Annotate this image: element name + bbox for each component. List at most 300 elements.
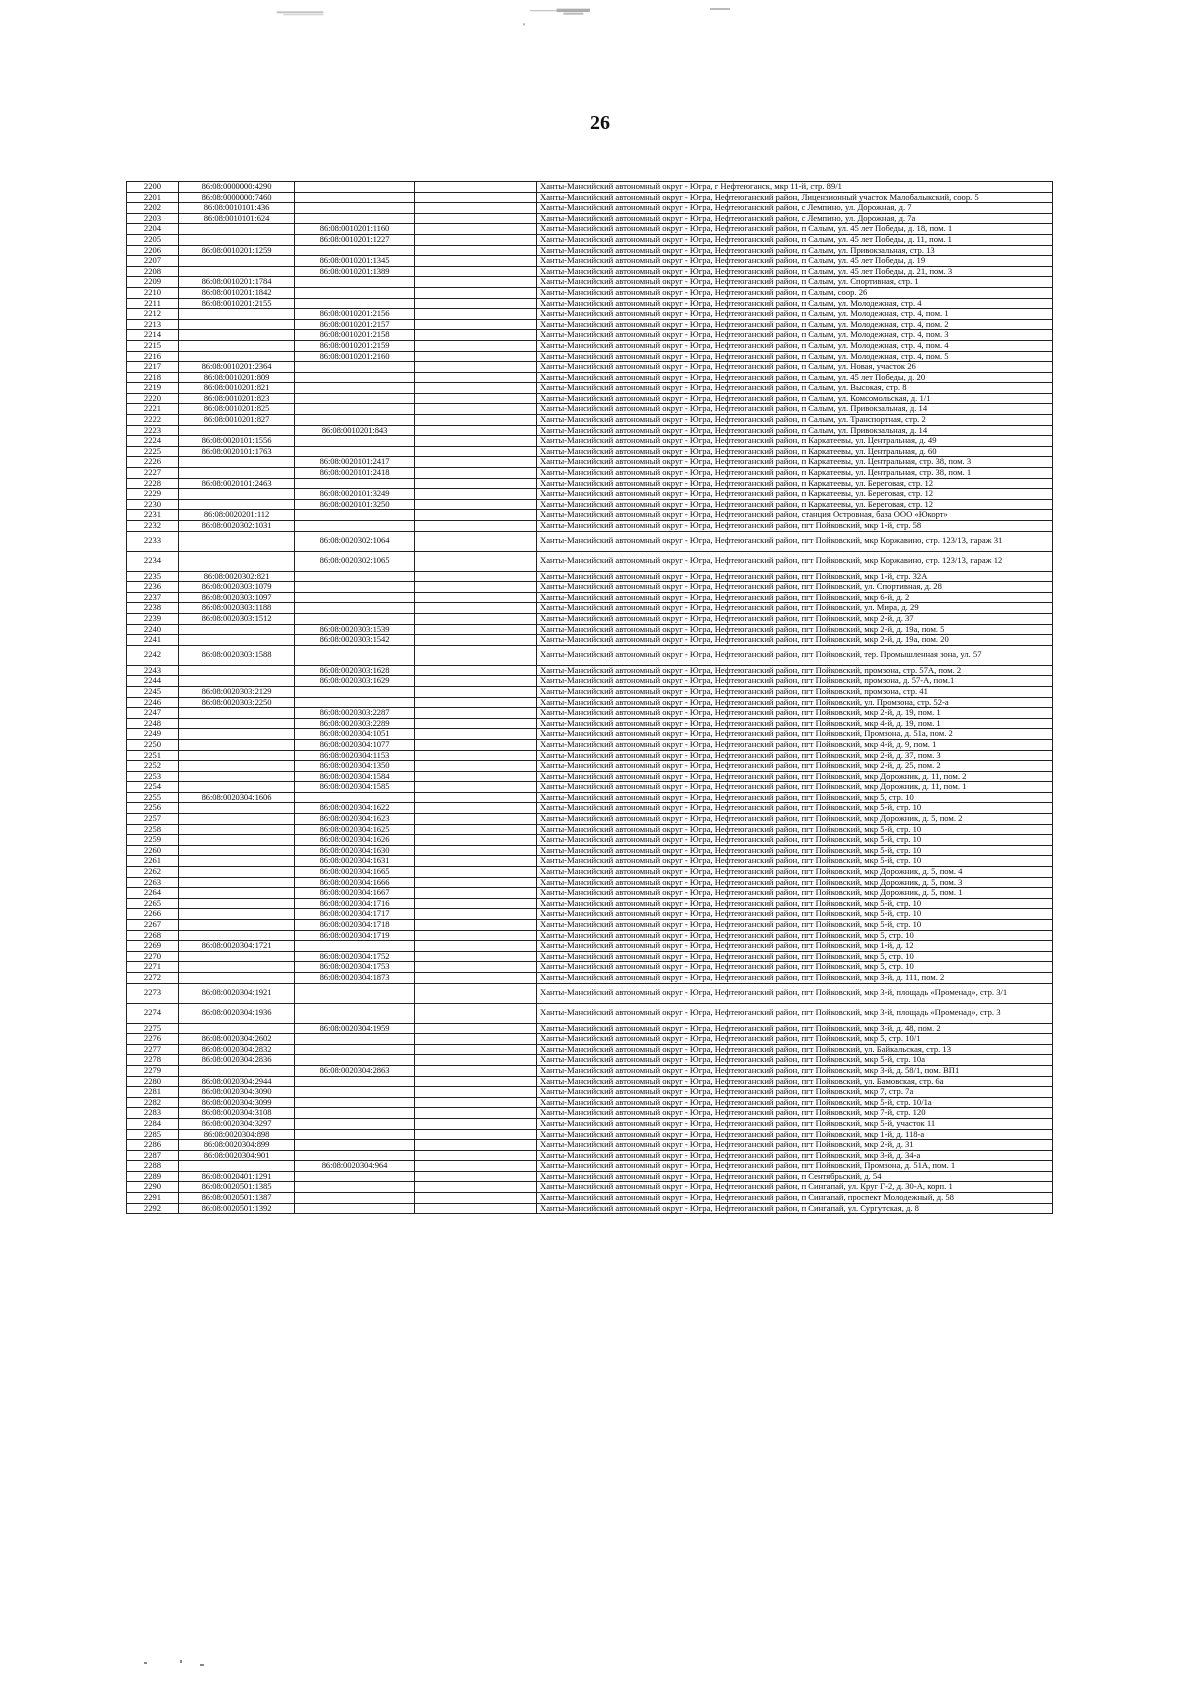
room-cadastral-number-cell: 86:08:0020304:1717 bbox=[295, 909, 415, 920]
empty-cell bbox=[415, 203, 537, 214]
cadastral-number-cell bbox=[179, 718, 295, 729]
room-cadastral-number-cell bbox=[295, 1150, 415, 1161]
empty-cell bbox=[415, 898, 537, 909]
empty-cell bbox=[415, 771, 537, 782]
row-number-cell: 2227 bbox=[127, 468, 179, 479]
room-cadastral-number-cell bbox=[295, 372, 415, 383]
row-number-cell: 2219 bbox=[127, 383, 179, 394]
address-cell: Ханты-Мансийский автономный округ - Югра, Нефтеюганский район, пгт Пойковский, мкр 1-й, д. 12 bbox=[537, 941, 1053, 952]
room-cadastral-number-cell bbox=[295, 1193, 415, 1204]
empty-cell bbox=[415, 1034, 537, 1045]
cadastral-number-cell bbox=[179, 898, 295, 909]
address-cell: Ханты-Мансийский автономный округ - Югра, Нефтеюганский район, пгт Пойковский, мкр Коржавино, стр. 123/13, гараж 12 bbox=[537, 551, 1053, 571]
room-cadastral-number-cell bbox=[295, 298, 415, 309]
table-row bbox=[127, 920, 1053, 931]
row-number-cell: 2226 bbox=[127, 457, 179, 468]
row-number-cell: 2212 bbox=[127, 309, 179, 320]
empty-cell bbox=[415, 1129, 537, 1140]
cadastral-number-cell bbox=[179, 531, 295, 551]
cadastral-number-cell bbox=[179, 266, 295, 277]
cadastral-number-cell bbox=[179, 761, 295, 772]
empty-cell bbox=[415, 182, 537, 193]
address-cell: Ханты-Мансийский автономный округ - Югра, Нефтеюганский район, пгт Пойковский, мкр 3-й, д. 111, пом. 2 bbox=[537, 972, 1053, 983]
table-row bbox=[127, 362, 1053, 373]
cadastral-number-cell bbox=[179, 1161, 295, 1172]
cadastral-number-cell: 86:08:0020501:1387 bbox=[179, 1193, 295, 1204]
address-cell: Ханты-Мансийский автономный округ - Югра, Нефтеюганский район, пгт Пойковский, мкр 5-й, участок 11 bbox=[537, 1118, 1053, 1129]
cadastral-number-cell: 86:08:0020304:3090 bbox=[179, 1087, 295, 1098]
cadastral-number-cell bbox=[179, 489, 295, 500]
address-cell: Ханты-Мансийский автономный округ - Югра, Нефтеюганский район, пгт Пойковский, мкр 1-й, стр. 32А bbox=[537, 571, 1053, 582]
row-number-cell: 2245 bbox=[127, 686, 179, 697]
row-number-cell: 2217 bbox=[127, 362, 179, 373]
address-cell: Ханты-Мансийский автономный округ - Югра, Нефтеюганский район, пгт Пойковский, ул. Байкальская, стр. 13 bbox=[537, 1044, 1053, 1055]
cadastral-number-cell bbox=[179, 888, 295, 899]
address-cell: Ханты-Мансийский автономный округ - Югра, Нефтеюганский район, пгт Пойковский, мкр Дорожник, д. 5, пом. 1 bbox=[537, 888, 1053, 899]
cadastral-number-cell bbox=[179, 803, 295, 814]
cadastral-number-cell: 86:08:0020101:2463 bbox=[179, 478, 295, 489]
room-cadastral-number-cell bbox=[295, 478, 415, 489]
room-cadastral-number-cell bbox=[295, 697, 415, 708]
room-cadastral-number-cell bbox=[295, 1055, 415, 1066]
empty-cell bbox=[415, 213, 537, 224]
address-cell: Ханты-Мансийский автономный округ - Югра, Нефтеюганский район, пгт Пойковский, мкр 5, стр. 10 bbox=[537, 930, 1053, 941]
row-number-cell: 2284 bbox=[127, 1118, 179, 1129]
cadastral-number-cell: 86:08:0010201:2364 bbox=[179, 362, 295, 373]
address-cell: Ханты-Мансийский автономный округ - Югра, Нефтеюганский район, пгт Пойковский, мкр 4-й, д. 19, пом. 1 bbox=[537, 718, 1053, 729]
cadastral-number-cell: 86:08:0010201:1842 bbox=[179, 287, 295, 298]
row-number-cell: 2287 bbox=[127, 1150, 179, 1161]
table-row bbox=[127, 898, 1053, 909]
address-cell: Ханты-Мансийский автономный округ - Югра, Нефтеюганский район, пгт Пойковский, ул. Промзона, стр. 52-а bbox=[537, 697, 1053, 708]
row-number-cell: 2276 bbox=[127, 1034, 179, 1045]
room-cadastral-number-cell: 86:08:0020304:1667 bbox=[295, 888, 415, 899]
empty-cell bbox=[415, 603, 537, 614]
address-cell: Ханты-Мансийский автономный округ - Югра, Нефтеюганский район, п Салым, ул. 45 лет Победы, д. 20 bbox=[537, 372, 1053, 383]
empty-cell bbox=[415, 489, 537, 500]
table-row bbox=[127, 415, 1053, 426]
room-cadastral-number-cell: 86:08:0020302:1065 bbox=[295, 551, 415, 571]
table-row bbox=[127, 446, 1053, 457]
address-cell: Ханты-Мансийский автономный округ - Югра, Нефтеюганский район, станция Островная, база ООО «Юкорт» bbox=[537, 510, 1053, 521]
table-row bbox=[127, 468, 1053, 479]
cadastral-number-cell: 86:08:0000000:7460 bbox=[179, 192, 295, 203]
address-cell: Ханты-Мансийский автономный округ - Югра, Нефтеюганский район, п Салым, ул. Молодежная, стр. 4, пом. 2 bbox=[537, 319, 1053, 330]
cadastral-number-cell bbox=[179, 551, 295, 571]
table-row bbox=[127, 1193, 1053, 1204]
address-cell: Ханты-Мансийский автономный округ - Югра, Нефтеюганский район, пгт Пойковский, мкр Дорожник, д. 5, пом. 3 bbox=[537, 877, 1053, 888]
empty-cell bbox=[415, 962, 537, 973]
page-number: 26 bbox=[590, 112, 610, 134]
row-number-cell: 2267 bbox=[127, 920, 179, 931]
empty-cell bbox=[415, 708, 537, 719]
room-cadastral-number-cell: 86:08:0020304:1959 bbox=[295, 1023, 415, 1034]
row-number-cell: 2224 bbox=[127, 436, 179, 447]
table-row bbox=[127, 1129, 1053, 1140]
cadastral-number-cell: 86:08:0020304:1606 bbox=[179, 792, 295, 803]
cadastral-number-cell: 86:08:0020302:821 bbox=[179, 571, 295, 582]
room-cadastral-number-cell: 86:08:0020304:1873 bbox=[295, 972, 415, 983]
table-row bbox=[127, 531, 1053, 551]
row-number-cell: 2269 bbox=[127, 941, 179, 952]
row-number-cell: 2201 bbox=[127, 192, 179, 203]
empty-cell bbox=[415, 298, 537, 309]
room-cadastral-number-cell bbox=[295, 287, 415, 298]
address-cell: Ханты-Мансийский автономный округ - Югра, Нефтеюганский район, пгт Пойковский, ул. Спортивная, д. 28 bbox=[537, 582, 1053, 593]
row-number-cell: 2257 bbox=[127, 814, 179, 825]
row-number-cell: 2278 bbox=[127, 1055, 179, 1066]
address-cell: Ханты-Мансийский автономный округ - Югра, Нефтеюганский район, п Салым, ул. Новая, участок 26 bbox=[537, 362, 1053, 373]
room-cadastral-number-cell: 86:08:0020302:1064 bbox=[295, 531, 415, 551]
address-cell: Ханты-Мансийский автономный округ - Югра, Нефтеюганский район, пгт Пойковский, мкр 5, стр. 10/1 bbox=[537, 1034, 1053, 1045]
address-cell: Ханты-Мансийский автономный округ - Югра, Нефтеюганский район, пгт Пойковский, ул. Мира, д. 29 bbox=[537, 603, 1053, 614]
cadastral-number-cell bbox=[179, 739, 295, 750]
table-row bbox=[127, 571, 1053, 582]
room-cadastral-number-cell: 86:08:0020303:1542 bbox=[295, 635, 415, 646]
table-row bbox=[127, 761, 1053, 772]
address-cell: Ханты-Мансийский автономный округ - Югра, Нефтеюганский район, пгт Пойковский, промзона, д. 57-А, пом.1 bbox=[537, 676, 1053, 687]
table-row bbox=[127, 1044, 1053, 1055]
room-cadastral-number-cell bbox=[295, 603, 415, 614]
empty-cell bbox=[415, 782, 537, 793]
table-row bbox=[127, 234, 1053, 245]
row-number-cell: 2273 bbox=[127, 983, 179, 1003]
room-cadastral-number-cell: 86:08:0020304:1153 bbox=[295, 750, 415, 761]
empty-cell bbox=[415, 234, 537, 245]
room-cadastral-number-cell bbox=[295, 182, 415, 193]
empty-cell bbox=[415, 792, 537, 803]
row-number-cell: 2237 bbox=[127, 592, 179, 603]
address-cell: Ханты-Мансийский автономный округ - Югра, Нефтеюганский район, пгт Пойковский, мкр 3-й, д. 48, пом. 2 bbox=[537, 1023, 1053, 1034]
table-row bbox=[127, 750, 1053, 761]
table-row bbox=[127, 489, 1053, 500]
empty-cell bbox=[415, 551, 537, 571]
room-cadastral-number-cell: 86:08:0020303:2287 bbox=[295, 708, 415, 719]
cadastral-number-cell bbox=[179, 877, 295, 888]
empty-cell bbox=[415, 1003, 537, 1023]
empty-cell bbox=[415, 309, 537, 320]
empty-cell bbox=[415, 1108, 537, 1119]
empty-cell bbox=[415, 803, 537, 814]
table-row bbox=[127, 298, 1053, 309]
room-cadastral-number-cell: 86:08:0020101:2417 bbox=[295, 457, 415, 468]
cadastral-number-cell: 86:08:0020304:2836 bbox=[179, 1055, 295, 1066]
table-row bbox=[127, 1087, 1053, 1098]
table-row bbox=[127, 213, 1053, 224]
room-cadastral-number-cell bbox=[295, 1140, 415, 1151]
address-cell: Ханты-Мансийский автономный округ - Югра, Нефтеюганский район, пгт Пойковский, мкр Дорожник, д. 5, пом. 4 bbox=[537, 867, 1053, 878]
room-cadastral-number-cell bbox=[295, 213, 415, 224]
row-number-cell: 2248 bbox=[127, 718, 179, 729]
empty-cell bbox=[415, 1118, 537, 1129]
row-number-cell: 2285 bbox=[127, 1129, 179, 1140]
empty-cell bbox=[415, 404, 537, 415]
empty-cell bbox=[415, 592, 537, 603]
address-cell: Ханты-Мансийский автономный округ - Югра, Нефтеюганский район, п Сингапай, проспект Молодежный, д. 58 bbox=[537, 1193, 1053, 1204]
room-cadastral-number-cell: 86:08:0020304:1631 bbox=[295, 856, 415, 867]
cadastral-number-cell: 86:08:0020302:1031 bbox=[179, 521, 295, 532]
row-number-cell: 2288 bbox=[127, 1161, 179, 1172]
room-cadastral-number-cell bbox=[295, 446, 415, 457]
cadastral-number-cell: 86:08:0010201:809 bbox=[179, 372, 295, 383]
row-number-cell: 2244 bbox=[127, 676, 179, 687]
table-row bbox=[127, 1034, 1053, 1045]
row-number-cell: 2255 bbox=[127, 792, 179, 803]
table-row bbox=[127, 951, 1053, 962]
row-number-cell: 2271 bbox=[127, 962, 179, 973]
row-number-cell: 2206 bbox=[127, 245, 179, 256]
row-number-cell: 2291 bbox=[127, 1193, 179, 1204]
cadastral-number-cell bbox=[179, 256, 295, 267]
empty-cell bbox=[415, 645, 537, 665]
table-row bbox=[127, 203, 1053, 214]
table-row bbox=[127, 835, 1053, 846]
empty-cell bbox=[415, 436, 537, 447]
row-number-cell: 2236 bbox=[127, 582, 179, 593]
cadastral-number-cell: 86:08:0020304:901 bbox=[179, 1150, 295, 1161]
property-registry-table bbox=[126, 181, 1053, 1214]
cadastral-number-cell: 86:08:0020304:3099 bbox=[179, 1097, 295, 1108]
empty-cell bbox=[415, 665, 537, 676]
empty-cell bbox=[415, 920, 537, 931]
row-number-cell: 2256 bbox=[127, 803, 179, 814]
empty-cell bbox=[415, 972, 537, 983]
address-cell: Ханты-Мансийский автономный округ - Югра, Нефтеюганский район, пгт Пойковский, мкр Дорожник, д. 11, пом. 1 bbox=[537, 782, 1053, 793]
room-cadastral-number-cell bbox=[295, 686, 415, 697]
room-cadastral-number-cell bbox=[295, 1003, 415, 1023]
room-cadastral-number-cell: 86:08:0020304:1350 bbox=[295, 761, 415, 772]
row-number-cell: 2221 bbox=[127, 404, 179, 415]
empty-cell bbox=[415, 624, 537, 635]
address-cell: Ханты-Мансийский автономный округ - Югра, Нефтеюганский район, пгт Пойковский, мкр 5-й, стр. 10 bbox=[537, 898, 1053, 909]
row-number-cell: 2215 bbox=[127, 340, 179, 351]
empty-cell bbox=[415, 1076, 537, 1087]
cadastral-number-cell: 86:08:0010201:827 bbox=[179, 415, 295, 426]
empty-cell bbox=[415, 319, 537, 330]
cadastral-number-cell: 86:08:0010201:1784 bbox=[179, 277, 295, 288]
room-cadastral-number-cell: 86:08:0020101:2418 bbox=[295, 468, 415, 479]
room-cadastral-number-cell bbox=[295, 277, 415, 288]
address-cell: Ханты-Мансийский автономный округ - Югра, Нефтеюганский район, пгт Пойковский, мкр 2-й, д. 19а, пом. 20 bbox=[537, 635, 1053, 646]
table-row bbox=[127, 845, 1053, 856]
table-row bbox=[127, 1150, 1053, 1161]
cadastral-number-cell bbox=[179, 676, 295, 687]
address-cell: Ханты-Мансийский автономный округ - Югра, Нефтеюганский район, пгт Пойковский, мкр 5, стр. 10 bbox=[537, 951, 1053, 962]
room-cadastral-number-cell: 86:08:0010201:843 bbox=[295, 425, 415, 436]
table-row bbox=[127, 1171, 1053, 1182]
address-cell: Ханты-Мансийский автономный округ - Югра, Нефтеюганский район, п Каркатеевы, ул. Центральная, стр. 38, пом. 1 bbox=[537, 468, 1053, 479]
empty-cell bbox=[415, 582, 537, 593]
address-cell: Ханты-Мансийский автономный округ - Югра, Нефтеюганский район, п Салым, ул. Молодежная, стр. 4, пом. 3 bbox=[537, 330, 1053, 341]
address-cell: Ханты-Мансийский автономный округ - Югра, Нефтеюганский район, п Салым, соор. 26 bbox=[537, 287, 1053, 298]
table-row bbox=[127, 803, 1053, 814]
empty-cell bbox=[415, 1055, 537, 1066]
room-cadastral-number-cell: 86:08:0020304:1626 bbox=[295, 835, 415, 846]
empty-cell bbox=[415, 1182, 537, 1193]
row-number-cell: 2233 bbox=[127, 531, 179, 551]
room-cadastral-number-cell bbox=[295, 983, 415, 1003]
table-row bbox=[127, 1161, 1053, 1172]
row-number-cell: 2223 bbox=[127, 425, 179, 436]
table-row bbox=[127, 718, 1053, 729]
empty-cell bbox=[415, 478, 537, 489]
cadastral-number-cell bbox=[179, 425, 295, 436]
row-number-cell: 2280 bbox=[127, 1076, 179, 1087]
cadastral-number-cell: 86:08:0000000:4290 bbox=[179, 182, 295, 193]
table-row bbox=[127, 697, 1053, 708]
address-cell: Ханты-Мансийский автономный округ - Югра, Нефтеюганский район, пгт Пойковский, мкр Коржавино, стр. 123/13, гараж 31 bbox=[537, 531, 1053, 551]
table-row bbox=[127, 287, 1053, 298]
address-cell: Ханты-Мансийский автономный округ - Югра, Нефтеюганский район, пгт Пойковский, мкр 1-й, д. 118-а bbox=[537, 1129, 1053, 1140]
room-cadastral-number-cell: 86:08:0020303:1629 bbox=[295, 676, 415, 687]
row-number-cell: 2209 bbox=[127, 277, 179, 288]
cadastral-number-cell bbox=[179, 1065, 295, 1076]
room-cadastral-number-cell bbox=[295, 1118, 415, 1129]
cadastral-number-cell: 86:08:0020401:1291 bbox=[179, 1171, 295, 1182]
row-number-cell: 2265 bbox=[127, 898, 179, 909]
address-cell: Ханты-Мансийский автономный округ - Югра, Нефтеюганский район, пгт Пойковский, мкр 7-й, стр. 120 bbox=[537, 1108, 1053, 1119]
empty-cell bbox=[415, 383, 537, 394]
empty-cell bbox=[415, 856, 537, 867]
cadastral-number-cell: 86:08:0020303:1188 bbox=[179, 603, 295, 614]
row-number-cell: 2239 bbox=[127, 613, 179, 624]
room-cadastral-number-cell bbox=[295, 941, 415, 952]
address-cell: Ханты-Мансийский автономный округ - Югра, Нефтеюганский район, пгт Пойковский, мкр 2-й, д. 37, пом. 3 bbox=[537, 750, 1053, 761]
empty-cell bbox=[415, 521, 537, 532]
empty-cell bbox=[415, 867, 537, 878]
empty-cell bbox=[415, 340, 537, 351]
cadastral-number-cell bbox=[179, 856, 295, 867]
room-cadastral-number-cell bbox=[295, 1182, 415, 1193]
row-number-cell: 2232 bbox=[127, 521, 179, 532]
address-cell: Ханты-Мансийский автономный округ - Югра, Нефтеюганский район, п Салым, ул. Молодежная, стр. 4, пом. 5 bbox=[537, 351, 1053, 362]
row-number-cell: 2202 bbox=[127, 203, 179, 214]
table-row bbox=[127, 686, 1053, 697]
cadastral-number-cell: 86:08:0020501:1385 bbox=[179, 1182, 295, 1193]
table-row bbox=[127, 521, 1053, 532]
cadastral-number-cell bbox=[179, 624, 295, 635]
cadastral-number-cell: 86:08:0020201:112 bbox=[179, 510, 295, 521]
address-cell: Ханты-Мансийский автономный округ - Югра, Нефтеюганский район, пгт Пойковский, мкр 5, стр. 10 bbox=[537, 792, 1053, 803]
room-cadastral-number-cell: 86:08:0020303:2289 bbox=[295, 718, 415, 729]
cadastral-number-cell: 86:08:0020304:2602 bbox=[179, 1034, 295, 1045]
table-row bbox=[127, 877, 1053, 888]
table-row bbox=[127, 771, 1053, 782]
table-row bbox=[127, 708, 1053, 719]
cadastral-number-cell: 86:08:0010201:825 bbox=[179, 404, 295, 415]
cadastral-number-cell: 86:08:0020304:1721 bbox=[179, 941, 295, 952]
table-row bbox=[127, 351, 1053, 362]
row-number-cell: 2260 bbox=[127, 845, 179, 856]
room-cadastral-number-cell bbox=[295, 393, 415, 404]
address-cell: Ханты-Мансийский автономный округ - Югра, Нефтеюганский район, пгт Пойковский, мкр 5-й, стр. 10 bbox=[537, 803, 1053, 814]
table-row bbox=[127, 592, 1053, 603]
table-row bbox=[127, 383, 1053, 394]
cadastral-number-cell bbox=[179, 835, 295, 846]
row-number-cell: 2289 bbox=[127, 1171, 179, 1182]
row-number-cell: 2218 bbox=[127, 372, 179, 383]
row-number-cell: 2292 bbox=[127, 1203, 179, 1214]
cadastral-number-cell bbox=[179, 845, 295, 856]
row-number-cell: 2279 bbox=[127, 1065, 179, 1076]
row-number-cell: 2220 bbox=[127, 393, 179, 404]
table-row bbox=[127, 729, 1053, 740]
room-cadastral-number-cell: 86:08:0010201:2160 bbox=[295, 351, 415, 362]
address-cell: Ханты-Мансийский автономный округ - Югра, Нефтеюганский район, п Салым, ул. Молодежная, стр. 4, пом. 1 bbox=[537, 309, 1053, 320]
cadastral-number-cell: 86:08:0020501:1392 bbox=[179, 1203, 295, 1214]
cadastral-number-cell: 86:08:0020304:898 bbox=[179, 1129, 295, 1140]
scan-noise-bottom bbox=[140, 1656, 260, 1670]
row-number-cell: 2246 bbox=[127, 697, 179, 708]
address-cell: Ханты-Мансийский автономный округ - Югра, Нефтеюганский район, пгт Пойковский, мкр 6-й, д. 2 bbox=[537, 592, 1053, 603]
address-cell: Ханты-Мансийский автономный округ - Югра, Нефтеюганский район, п Сингапай, ул. Круг Г-2, д. 30-А, корп. 1 bbox=[537, 1182, 1053, 1193]
empty-cell bbox=[415, 372, 537, 383]
room-cadastral-number-cell: 86:08:0020304:1630 bbox=[295, 845, 415, 856]
row-number-cell: 2225 bbox=[127, 446, 179, 457]
table-row bbox=[127, 1140, 1053, 1151]
cadastral-number-cell bbox=[179, 224, 295, 235]
room-cadastral-number-cell bbox=[295, 415, 415, 426]
empty-cell bbox=[415, 1161, 537, 1172]
table-row bbox=[127, 1118, 1053, 1129]
row-number-cell: 2234 bbox=[127, 551, 179, 571]
room-cadastral-number-cell bbox=[295, 1171, 415, 1182]
cadastral-number-cell bbox=[179, 814, 295, 825]
row-number-cell: 2275 bbox=[127, 1023, 179, 1034]
room-cadastral-number-cell: 86:08:0010201:2157 bbox=[295, 319, 415, 330]
address-cell: Ханты-Мансийский автономный округ - Югра, Нефтеюганский район, п Салым, ул. Привокзальная, д. 14 bbox=[537, 404, 1053, 415]
room-cadastral-number-cell: 86:08:0020303:1628 bbox=[295, 665, 415, 676]
cadastral-number-cell bbox=[179, 234, 295, 245]
empty-cell bbox=[415, 635, 537, 646]
table-row bbox=[127, 824, 1053, 835]
empty-cell bbox=[415, 446, 537, 457]
row-number-cell: 2208 bbox=[127, 266, 179, 277]
empty-cell bbox=[415, 245, 537, 256]
room-cadastral-number-cell bbox=[295, 1034, 415, 1045]
cadastral-number-cell: 86:08:0020304:2832 bbox=[179, 1044, 295, 1055]
address-cell: Ханты-Мансийский автономный округ - Югра, Нефтеюганский район, пгт Пойковский, мкр 5-й, стр. 10 bbox=[537, 835, 1053, 846]
address-cell: Ханты-Мансийский автономный округ - Югра, Нефтеюганский район, пгт Пойковский, мкр Дорожник, д. 11, пом. 2 bbox=[537, 771, 1053, 782]
row-number-cell: 2252 bbox=[127, 761, 179, 772]
table-row bbox=[127, 266, 1053, 277]
row-number-cell: 2251 bbox=[127, 750, 179, 761]
empty-cell bbox=[415, 1087, 537, 1098]
address-cell: Ханты-Мансийский автономный округ - Югра, Нефтеюганский район, пгт Пойковский, Промзона, д. 51А, пом. 1 bbox=[537, 1161, 1053, 1172]
row-number-cell: 2216 bbox=[127, 351, 179, 362]
address-cell: Ханты-Мансийский автономный округ - Югра, Нефтеюганский район, пгт Пойковский, ул. Бамовская, стр. 6а bbox=[537, 1076, 1053, 1087]
address-cell: Ханты-Мансийский автономный округ - Югра, Нефтеюганский район, пгт Пойковский, мкр 5, стр. 10 bbox=[537, 962, 1053, 973]
table-row bbox=[127, 309, 1053, 320]
address-cell: Ханты-Мансийский автономный округ - Югра, Нефтеюганский район, п Салым, ул. Привокзальная, д. 14 bbox=[537, 425, 1053, 436]
cadastral-number-cell bbox=[179, 867, 295, 878]
table-row bbox=[127, 425, 1053, 436]
row-number-cell: 2253 bbox=[127, 771, 179, 782]
empty-cell bbox=[415, 951, 537, 962]
address-cell: Ханты-Мансийский автономный округ - Югра, г Нефтеюганск, мкр 11-й, стр. 89/1 bbox=[537, 182, 1053, 193]
room-cadastral-number-cell bbox=[295, 1076, 415, 1087]
table-row bbox=[127, 909, 1053, 920]
row-number-cell: 2241 bbox=[127, 635, 179, 646]
address-cell: Ханты-Мансийский автономный округ - Югра, Нефтеюганский район, пгт Пойковский, мкр 5-й, стр. 10 bbox=[537, 845, 1053, 856]
room-cadastral-number-cell: 86:08:0020304:1716 bbox=[295, 898, 415, 909]
empty-cell bbox=[415, 676, 537, 687]
empty-cell bbox=[415, 256, 537, 267]
table-row bbox=[127, 962, 1053, 973]
cadastral-number-cell: 86:08:0020304:3297 bbox=[179, 1118, 295, 1129]
empty-cell bbox=[415, 1171, 537, 1182]
empty-cell bbox=[415, 393, 537, 404]
